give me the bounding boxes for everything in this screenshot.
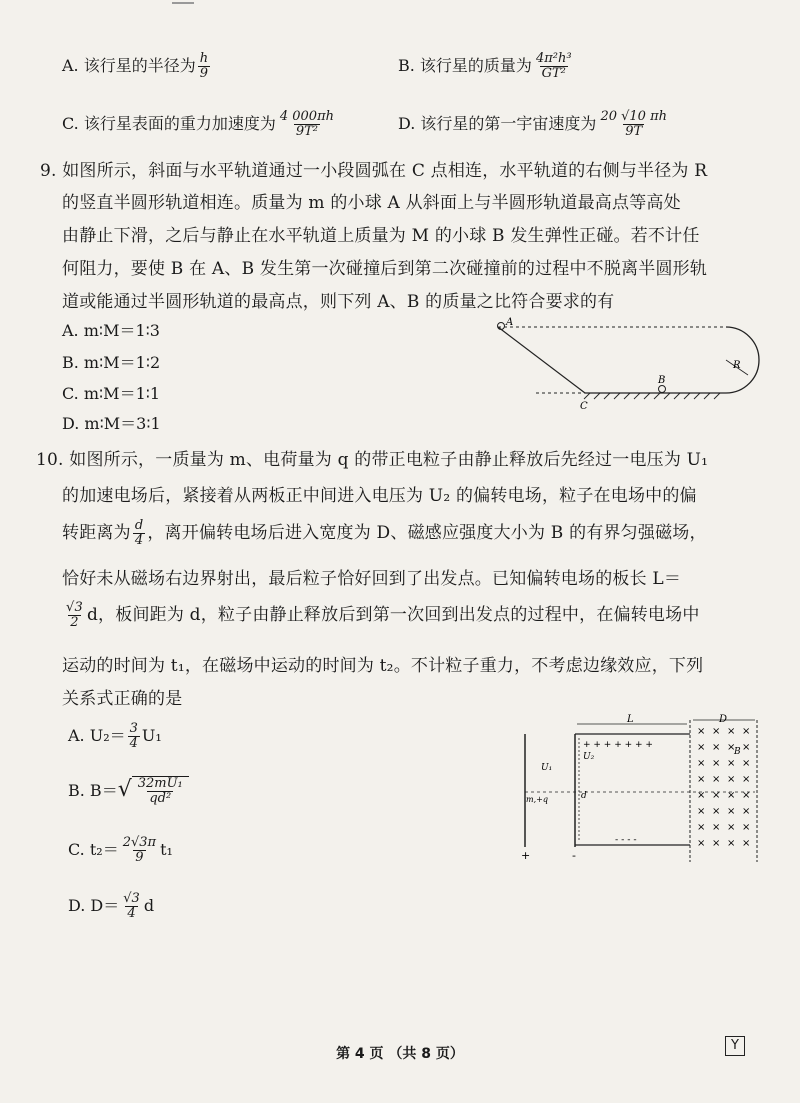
q9-stem-line-5: 道或能通过半圆形轨道的最高点，则下列 A、B 的质量之比符合要求的有: [62, 292, 615, 312]
q10-option-a: [68, 722, 162, 751]
fraction-numerator: 2√3π: [122, 835, 157, 850]
q10-option-c: [68, 836, 173, 865]
option-text-post: t₁: [160, 840, 173, 859]
option-text-post: d: [143, 896, 155, 915]
label-u2: U₂: [583, 752, 595, 762]
field-cross: ×: [712, 806, 721, 817]
fraction-denominator: 9T²: [295, 124, 318, 139]
q10-stem-line-3: [62, 518, 707, 548]
field-cross: ×: [727, 774, 736, 785]
option-fraction: [128, 722, 140, 751]
field-cross: ×: [712, 726, 721, 737]
field-cross: ×: [697, 774, 706, 785]
field-cross: ×: [742, 822, 751, 833]
field-cross: ×: [742, 790, 751, 801]
field-cross: ×: [712, 774, 721, 785]
fraction-denominator: 2: [70, 615, 79, 630]
q10-stem-line-6: 运动的时间为 t₁，在磁场中运动的时间为 t₂。不计粒子重力，不考虑边缘效应，下列: [62, 656, 704, 676]
label-r: R: [733, 360, 741, 371]
q10-stem-line-2: 的加速电场后，紧接着从两板正中间进入电压为 U₂ 的偏转电场，粒子在电场中的偏: [62, 486, 697, 506]
q8-option-a-fraction: [198, 52, 210, 81]
q9-option-a: A. m∶M＝1∶3: [62, 321, 160, 340]
q10-stem-line-5: [62, 600, 700, 630]
fraction-numerator: 4 000πh: [279, 109, 334, 124]
field-cross: ×: [697, 806, 706, 817]
q8-option-c-text: C. 该行星表面的重力加速度为: [62, 114, 276, 133]
field-cross: ×: [712, 742, 721, 753]
q10-option-d: [68, 892, 154, 921]
q8-option-a: [62, 52, 212, 81]
field-cross: ×: [712, 822, 721, 833]
q8-option-b-fraction: [534, 52, 574, 81]
field-cross: ×: [712, 790, 721, 801]
label-d-gap: d: [581, 791, 587, 801]
minus-terminal: -: [572, 849, 576, 862]
magnetic-field-crosses: [697, 726, 750, 849]
fraction-numerator: 3: [129, 721, 138, 736]
q10-option-b: [68, 776, 189, 806]
q10-stem-line-4: 恰好未从磁场右边界射出，最后粒子恰好回到了出发点。已知偏转电场的板长 L＝: [62, 569, 682, 589]
option-text: A. U₂＝: [68, 726, 126, 745]
label-b: B: [658, 375, 666, 386]
field-cross: ×: [697, 742, 706, 753]
fraction-numerator: 32mU₁: [137, 776, 183, 791]
fraction-numerator: 20 √10 πh: [600, 109, 667, 124]
label-l: L: [627, 714, 634, 725]
field-cross: ×: [727, 742, 736, 753]
ball-b: [659, 386, 666, 393]
field-cross: ×: [712, 758, 721, 769]
q9-stem-line-2: 的竖直半圆形轨道相连。质量为 m 的小球 A 从斜面上与半圆形轨道最高点等高处: [62, 193, 681, 213]
q8-option-d-text: D. 该行星的第一宇宙速度为: [398, 114, 597, 133]
fraction-denominator: 9: [135, 850, 144, 865]
field-cross: ×: [727, 726, 736, 737]
option-fraction: [121, 892, 142, 921]
negative-charges: - - - -: [615, 835, 637, 845]
fraction-numerator: √3: [123, 891, 140, 906]
field-cross: ×: [742, 838, 751, 849]
field-cross: ×: [742, 774, 751, 785]
fraction-denominator: GT²: [541, 66, 566, 81]
q8-option-b-text: B. 该行星的质量为: [398, 56, 532, 75]
q10-line3-fraction: [133, 519, 146, 548]
field-cross: ×: [697, 822, 706, 833]
semicircle-track: [726, 327, 759, 393]
q8-option-b: [398, 52, 576, 81]
fraction-denominator: qd²: [149, 791, 172, 806]
positive-charges: + + + + + + +: [583, 740, 653, 750]
q10-field-diagram: [515, 712, 765, 867]
q9-option-d: D. m∶M＝3∶1: [62, 414, 161, 433]
q9-track-diagram: [490, 315, 760, 415]
q10-stem-line-7: 关系式正确的是: [62, 689, 183, 709]
fraction-numerator: h: [199, 51, 209, 66]
option-text: B. B＝: [68, 781, 118, 800]
q9-option-c: C. m∶M＝1∶1: [62, 384, 161, 403]
fraction-numerator: √3: [66, 600, 83, 615]
q8-option-d: [398, 110, 671, 139]
scan-mark: [172, 2, 194, 4]
field-cross: ×: [727, 806, 736, 817]
q10-line3-text: 转距离为: [62, 523, 131, 543]
incline-line: [498, 327, 585, 393]
ball-a: [498, 323, 505, 330]
field-cross: ×: [697, 838, 706, 849]
field-cross: ×: [712, 838, 721, 849]
field-cross: ×: [697, 790, 706, 801]
option-text: D. D＝: [68, 896, 120, 915]
field-cross: ×: [742, 806, 751, 817]
label-c: C: [580, 401, 588, 412]
fraction-denominator: 9: [199, 66, 209, 81]
field-cross: ×: [727, 838, 736, 849]
field-cross: ×: [697, 758, 706, 769]
fraction-numerator: d: [134, 518, 144, 533]
q8-option-c-fraction: [278, 110, 336, 139]
ground-hatching: [584, 393, 720, 399]
q9-stem-line-3: 由静止下滑，之后与静止在水平轨道上质量为 M 的小球 B 发生弹性正碰。若不计任: [62, 226, 700, 246]
option-fraction: [136, 777, 185, 806]
label-u1: U₁: [541, 763, 553, 773]
q9-option-b: B. m∶M＝1∶2: [62, 353, 161, 372]
field-cross: ×: [742, 742, 751, 753]
option-text: C. t₂＝: [68, 840, 119, 859]
field-cross: ×: [697, 726, 706, 737]
field-cross: ×: [727, 790, 736, 801]
q8-option-d-fraction: [598, 110, 669, 139]
q8-option-c: [62, 110, 338, 139]
q10-line3-text-post: ，离开偏转电场后进入宽度为 D、磁感应强度大小为 B 的有界匀强磁场，: [147, 523, 707, 543]
label-a: A: [506, 317, 514, 328]
field-cross: ×: [742, 758, 751, 769]
page-number: 第 4 页 （共 8 页）: [336, 1046, 464, 1062]
option-fraction: [121, 836, 158, 865]
fraction-denominator: 4: [127, 906, 136, 921]
field-cross: ×: [727, 758, 736, 769]
fraction-denominator: 9T: [625, 124, 643, 139]
q10-line5-text: d，板间距为 d，粒子由静止释放后到第一次回到出发点的过程中，在偏转电场中: [86, 605, 700, 625]
label-particle: m,+q: [526, 795, 548, 804]
plus-terminal: +: [521, 849, 531, 862]
sqrt-sign: √: [117, 777, 132, 802]
q10-line5-fraction: [64, 601, 85, 630]
version-badge: Y: [725, 1036, 745, 1056]
fraction-denominator: 4: [129, 736, 138, 751]
option-text-post: U₁: [141, 726, 162, 745]
fraction-denominator: 4: [134, 533, 144, 548]
q9-stem-line-1: 9. 如图所示，斜面与水平轨道通过一小段圆弧在 C 点相连，水平轨道的右侧与半径为 R: [40, 161, 708, 181]
sqrt-body: [132, 776, 189, 806]
label-d-width: D: [719, 714, 728, 725]
q10-stem-line-1: 10. 如图所示，一质量为 m、电荷量为 q 的带正电粒子由静止释放后先经过一电压为 U₁: [36, 450, 709, 470]
fraction-numerator: 4π²h³: [535, 51, 572, 66]
q9-stem-line-4: 何阻力，要使 B 在 A、B 发生第一次碰撞后到第二次碰撞前的过程中不脱离半圆形轨: [62, 259, 708, 279]
field-cross: ×: [727, 822, 736, 833]
label-b-field: B: [734, 747, 741, 757]
field-cross: ×: [742, 726, 751, 737]
q8-option-a-text: A. 该行星的半径为: [62, 56, 196, 75]
